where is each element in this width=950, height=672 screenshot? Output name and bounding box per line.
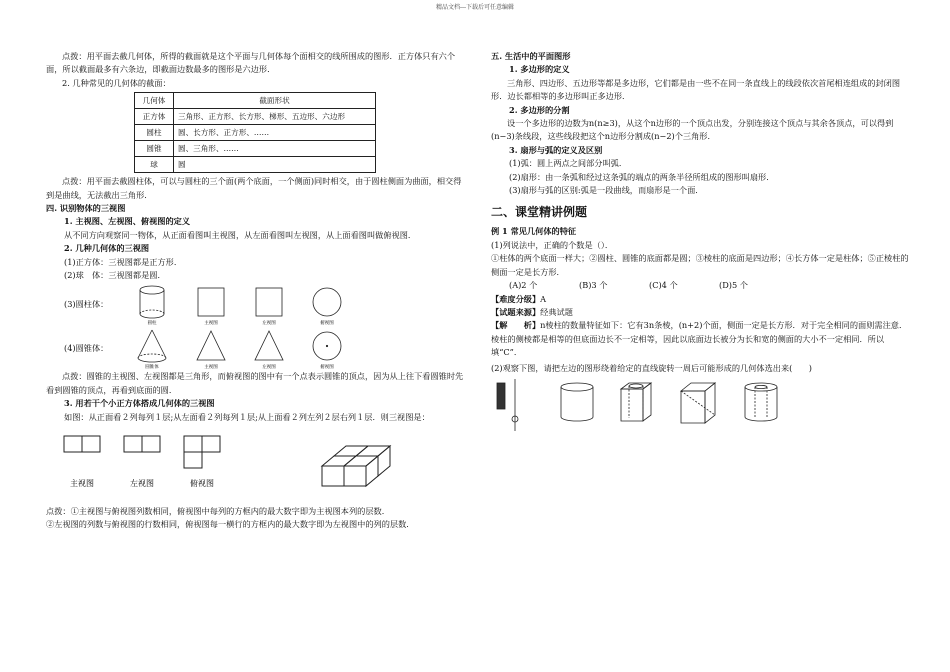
sphere-views-text: (2)球 体：三视图都是圆． [64,270,166,281]
subsection-heading: 3. 扇形与弧的定义及区别 [509,144,603,155]
rotation-figure [491,375,911,435]
table-cell: 圆、三角形、…… [174,141,376,157]
caption: 主视图 [204,365,218,371]
definition-paragraph: 三角形、四边形、五边形等都是多边形，它们都是由一些不在同一条直线上的线段依次首尾相连组成的封闭图形．边长都相等的多边形叫正多边形． [491,77,901,102]
cylinder-label: (3)圆柱体： [64,298,109,309]
cylinder-drawing [140,286,164,318]
table-header-row [135,93,376,109]
caption: 俯视图 [320,321,334,327]
option-cylinder-with-core [745,383,777,421]
front-view-grid [64,436,100,452]
caption: 主视图 [204,321,218,327]
option-c: (C)4 个 [649,280,678,291]
front-view-square [198,288,224,316]
table-cell: 圆 [174,157,376,173]
caption: 左视图 [262,365,276,371]
question-statements: ①柱体的两个底面一样大；②圆柱、圆锥的底面都是圆；③棱柱的底面是四边形；④长方体一定是柱体；⑤正棱柱的侧面一定是长方形． [491,253,909,277]
left-view-square [256,288,282,316]
option-cylinder [561,383,593,421]
caption: 左视图 [262,321,276,327]
definition-item: (3)扇形与弧的区别:弧是一段曲线，而扇形是一个面． [509,185,704,196]
table-cell: 三角形、正方形、长方形、梯形、五边形、六边形 [174,109,376,125]
cylinder-views-figure [134,282,354,326]
cross-section-table [134,92,376,173]
example-paragraph: 如图：从正面看２列每列１层;从左面看２列每列１层;从上面看２列左列２层右列１层．则三视图是： [64,411,430,422]
option-box-with-cylinder [621,383,651,421]
tip-paragraph: 点拨：圆锥的主视图、左视图都是三角形，而俯视图的图中有一个点表示圆锥的顶点，因为从上往下看圆锥时先看到圆锥的顶点，再看到底面的圆． [46,371,464,395]
option-d: (D)5 个 [719,280,748,291]
cone-drawing [138,330,166,362]
subsection-heading: 2. 多边形的分割 [509,104,570,115]
given-shape [497,379,518,431]
subsection-heading: 1. 主视图、左视图、俯视图的定义 [64,216,191,227]
subsection-heading: 2. 几种几何体的三视图 [64,243,150,254]
right-column [491,50,911,439]
table-header-cell: 几何体 [135,93,174,109]
block-views-figure [46,424,466,500]
tip-paragraph: ②左视图的列数与俯视图的行数相同，俯视图每一横行的方框内的最大数字即为左视图中的列的层数． [46,518,415,529]
definition-paragraph: 设一个多边形的边数为n(n≥3)，从这个n边形的一个顶点出发，分别连接这个顶点与其余各顶点，可以得到(n−3)条线段，这些线段把这个n边形分割成(n−2)个三角形． [491,118,894,142]
subsection-heading: 1. 多边形的定义 [509,64,570,75]
section-heading: 四. 识别物体的三视图 [46,203,126,214]
table-cell: 圆锥 [135,141,174,157]
definition-paragraph: 从不同方向观察同一物体，从正面看图叫主视图，从左面看图叫左视图，从上面看图叫做俯视图． [64,229,417,240]
cone-label: (4)圆锥体： [64,342,109,353]
apex-dot [326,345,328,347]
left-view-triangle [255,331,283,360]
caption: 圆柱 [147,321,157,327]
table-row [135,157,376,173]
section-item-2: 2. 几种常见的几何体的截面： [62,77,171,88]
cone-views-row [46,326,466,370]
answer-options [491,279,911,292]
question-text: (2)观察下图，请把左边的图形绕着给定的直线旋转一周后可能形成的几何体选出来( ) [491,362,812,373]
difficulty-line [491,293,911,306]
page-header: 精品文档---下载后可任意编辑 [435,4,515,11]
table-cell: 正方体 [135,109,174,125]
main-heading: 二、课堂精讲例题 [491,205,588,220]
tip-paragraph: 点拨：①主视图与俯视图列数相同，俯视图中每列的方框内的最大数字即为主视图本列的层数． [46,505,390,516]
table-cell: 球 [135,157,174,173]
difficulty-tag: 【难度分级】 [491,293,541,304]
question-text: (1)列说法中，正确的个数是（）． [491,239,614,250]
table-row [135,141,376,157]
left-column [46,50,466,531]
example-title: 例 1 常见几何体的特征 [491,226,577,237]
front-view-triangle [197,331,225,360]
caption: 俯视图 [320,365,334,371]
caption: 圆锥体 [145,365,159,371]
table-cell: 圆、长方形、正方形、…… [174,125,376,141]
cube-views-text: (1)正方体：三视图都是正方形． [64,256,183,267]
top-view-grid [184,436,220,468]
block-isometric-drawing [322,446,390,486]
caption: 左视图 [130,479,154,489]
definition-item: (2)扇形：由一条弧和经过这条弧的端点的两条半径所组成的图形叫扇形． [509,171,775,182]
table-row [135,125,376,141]
table-cell: 圆柱 [135,125,174,141]
solution-tag: 【解 析】 [491,320,541,331]
left-view-grid [124,436,160,452]
cone-views-figure [134,326,354,370]
top-view-circle [313,288,341,316]
tip-paragraph: 点拨：用平面去截几何体，所得的截面就是这个平面与几何体每个面相交的线所围成的图形．正方体只有六个面，所以截面最多有六条边，即截面边数最多的图形是六边形． [46,51,456,75]
source-line [491,306,911,319]
solution-text: n棱柱的数量特征如下：它有3n条棱，(n+2)个面，侧面一定是长方形．对于完全相同的面则需注意．棱柱的侧棱都是相等的但底面边长不一定相等，因此以底面边长被分为长和宽的侧面的大小不一定相同．所以填“C”． [491,320,908,358]
source-value: 经典试题 [540,306,573,317]
option-a: (A)2 个 [509,280,538,291]
difficulty-value: A [540,293,547,304]
option-b: (B)3 个 [579,280,608,291]
caption: 俯视图 [190,479,214,489]
source-tag: 【试题来源】 [491,306,541,317]
tip-paragraph: 点拨：用平面去截圆柱体，可以与圆柱的三个面(两个底面，一个侧面)同时相交，由于圆柱侧面为曲面，相交得到是曲线，无法截出三角形． [46,176,462,200]
table-header-cell: 截面形状 [174,93,376,109]
caption: 主视图 [70,479,94,489]
cylinder-views-row [46,282,466,326]
solution-paragraph [491,319,911,359]
table-row [135,109,376,125]
definition-item: (1)弧：圆上两点之间部分叫弧． [509,158,628,169]
subsection-heading: 3. 用若干个小正方体搭成几何体的三视图 [64,398,215,409]
section-heading: 五. 生活中的平面图形 [491,51,571,61]
option-box [681,383,715,423]
